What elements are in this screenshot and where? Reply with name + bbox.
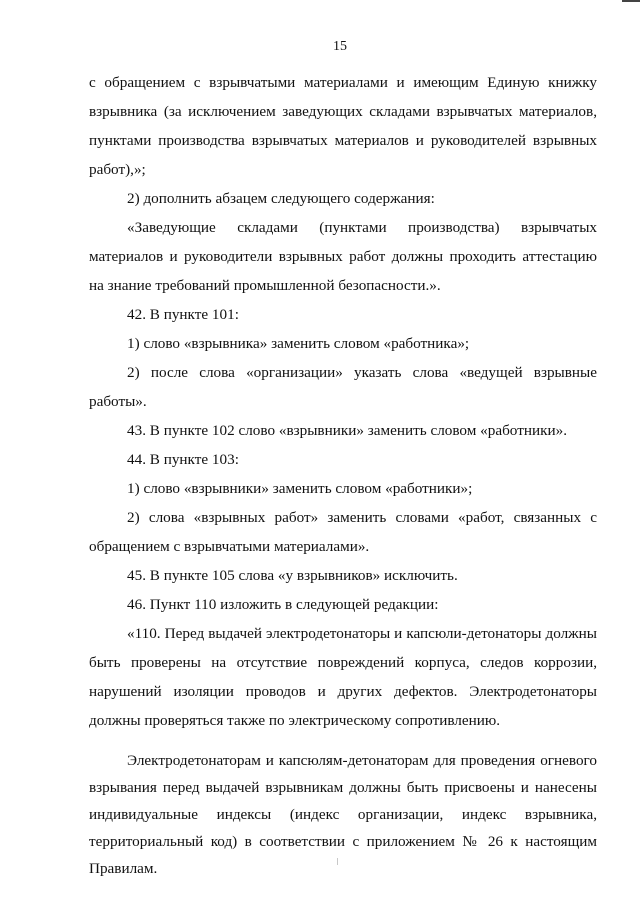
scan-artifact bbox=[337, 858, 338, 865]
page-number: 15 bbox=[333, 39, 347, 54]
paragraph-item-46: 46. Пункт 110 изложить в следующей редакции: bbox=[127, 596, 439, 613]
document-body bbox=[89, 68, 597, 882]
paragraph-item-43: 43. В пункте 102 слово «взрывники» заменить словом «работники». bbox=[127, 422, 567, 439]
paragraph-item-42-1: 1) слово «взрывника» заменить словом «работника»; bbox=[127, 335, 470, 352]
scan-edge-mark bbox=[622, 0, 640, 2]
paragraph-item-44-2: 2) слова «взрывных работ» заменить словами «работ, связанных с обращением с взрывчатыми материалами». bbox=[89, 509, 597, 555]
paragraph-item-45: 45. В пункте 105 слова «у взрывников» исключить. bbox=[127, 567, 458, 584]
paragraph-item-44-1: 1) слово «взрывники» заменить словом «работники»; bbox=[127, 480, 473, 497]
paragraph-item-44: 44. В пункте 103: bbox=[127, 451, 239, 468]
paragraph-item-42-2: 2) после слова «организации» указать слова «ведущей взрывные работы». bbox=[89, 364, 597, 410]
paragraph-continuation: с обращением с взрывчатыми материалами и имеющим Единую книжку взрывника (за исключением заведующих складами взрывчатых материалов, пунктами производства взрывчатых материалов и руководителей взрывных работ),»; bbox=[89, 74, 597, 178]
paragraph-quote-managers: «Заведующие складами (пунктами производства) взрывчатых материалов и руководители взрывных работ должны проходить аттестацию на знание требований промышленной безопасности.». bbox=[89, 219, 597, 294]
paragraph-indexes: Электродетонаторам и капсюлям-детонаторам для проведения огневого взрывания перед выдачей взрывникам должны быть присвоены и нанесены индивидуальные индексы (индекс организации, индекс взрывника, территориальный код) в соответствии с приложением № 26 к настоящим Правилам. bbox=[89, 752, 597, 877]
paragraph-add-section: 2) дополнить абзацем следующего содержания: bbox=[127, 190, 435, 207]
paragraph-item-110: «110. Перед выдачей электродетонаторы и капсюли-детонаторы должны быть проверены на отсутствие повреждений корпуса, следов коррозии, нарушений изоляции проводов и других дефектов. Электродетонаторы должны проверяться также по электрическому сопротивлению. bbox=[89, 625, 597, 729]
paragraph-item-42: 42. В пункте 101: bbox=[127, 306, 239, 323]
